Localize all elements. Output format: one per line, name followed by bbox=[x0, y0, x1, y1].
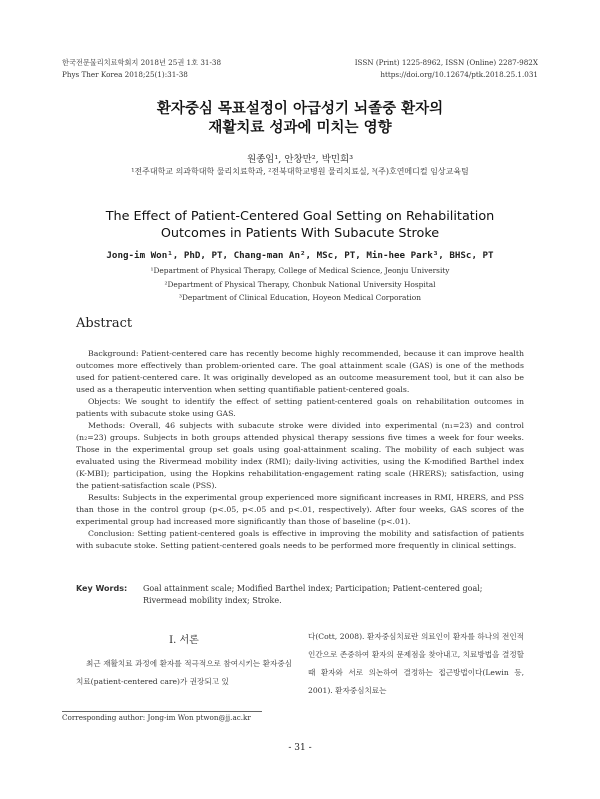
affiliation-1: ¹Department of Physical Therapy, College of Medical Science, Jeonju University bbox=[150, 266, 450, 275]
section-heading-introduction: I. 서론 bbox=[169, 635, 199, 646]
corresponding-author-footnote: Corresponding author: Jong-im Won ptwon@jj.ac.kr bbox=[62, 713, 251, 722]
journal-citation: Phys Ther Korea 2018;25(1):31-38 bbox=[62, 70, 188, 79]
journal-name-korean: 한국전문물리치료학회지 2018년 25권 1호 31-38 bbox=[62, 58, 222, 67]
korean-title bbox=[0, 99, 600, 137]
english-title-line-1: The Effect of Patient-Centered Goal Setting on Rehabilitation bbox=[105, 209, 495, 224]
abstract-body bbox=[76, 348, 524, 552]
english-title-line-2: Outcomes in Patients With Subacute Stroke bbox=[160, 226, 440, 241]
abstract-heading: Abstract bbox=[76, 316, 133, 331]
journal-header-right bbox=[355, 57, 538, 81]
korean-authors: 원종임¹, 안창만², 박민희³ bbox=[246, 154, 354, 165]
issn-line: ISSN (Print) 1225-8962, ISSN (Online) 2287-982X bbox=[354, 58, 538, 67]
korean-title-line-1: 환자중심 목표설정이 아급성기 뇌졸중 환자의 bbox=[156, 100, 444, 117]
affiliation-3: ³Department of Clinical Education, Hoyeon Medical Corporation bbox=[179, 293, 421, 302]
body-column-left: 최근 재활치료 과정에 환자를 적극적으로 참여시키는 환자중심치료(patient-centered care)가 권장되고 있 bbox=[76, 659, 292, 686]
abstract-conclusion: Conclusion: Setting patient-centered goals is effective in improving the mobility and satisfaction of patients with subacute stoke. Setting patient-centered goals needs to be performed more frequently in clinical settings. bbox=[76, 529, 524, 550]
doi-link[interactable]: https://doi.org/10.12674/ptk.2018.25.1.031 bbox=[380, 70, 538, 79]
keywords-text: Goal attainment scale; Modified Barthel index; Participation; Patient-centered goal; Rivermead mobility index; Stroke. bbox=[143, 584, 483, 605]
abstract-results: Results: Subjects in the experimental group experienced more significant increases in RMI, HRERS, and PSS than those in the control group (p<.05, p<.05 and p<.01, respectively). After four weeks, GAS scores of the experimental group had increased more significantly than those of baseline (p<.01). bbox=[76, 493, 524, 526]
journal-header-left bbox=[62, 57, 221, 81]
affiliation-2: ²Department of Physical Therapy, Chonbuk National University Hospital bbox=[164, 280, 436, 289]
english-authors: Jong-im Won¹, PhD, PT, Chang-man An², MSc, PT, Min-hee Park³, BHSc, PT bbox=[106, 250, 494, 261]
page-number: - 31 - bbox=[288, 743, 312, 753]
keywords-label: Key Words: bbox=[76, 584, 128, 593]
korean-title-line-2: 재활치료 성과에 미치는 영향 bbox=[208, 119, 392, 136]
body-column-right: 다(Cott, 2008). 환자중심치료란 의료인이 환자를 하나의 전인적 인간으로 존중하여 환자의 문제점을 찾아내고, 치료방법을 결정할 때 환자와 서로 의논하여 결정하는 접근방법이다(Lewin 등, 2001). 환자중심치료는 bbox=[308, 632, 524, 695]
korean-affiliations: ¹전주대학교 의과학대학 물리치료학과, ²전북대학교병원 물리치료실, ³(주)호연메디컬 임상교육팀 bbox=[131, 167, 469, 176]
abstract-objects: Objects: We sought to identify the effect of setting patient-centered goals on rehabilitation outcomes in patients with subacute stoke using GAS. bbox=[76, 397, 524, 418]
abstract-background: Background: Patient-centered care has recently become highly recommended, because it can improve health outcomes more effectively than problem-oriented care. The goal attainment scale (GAS) is one of the methods used for patient-centered care. It was originally developed as an outcome measurement tool, but it can also be used as a therapeutic intervention when setting quantifiable patient-centered goals. bbox=[76, 349, 524, 394]
abstract-methods: Methods: Overall, 46 subjects with subacute stroke were divided into experimental (n₁=23) and control (n₂=23) groups. Subjects in both groups attended physical therapy sessions five times a week for four weeks. Those in the experimental group set goals using goal-attainment scaling. The mobility of each subject was evaluated using the Rivermead mobility index (RMI); daily-living activities, using the K-modified Barthel index (K-MBI); participation, using the Hopkins rehabilitation-engagement rating scale (HRERS); satisfaction, using the patient-satisfaction scale (PSS). bbox=[76, 421, 524, 490]
footnote-divider bbox=[62, 711, 262, 712]
english-title bbox=[0, 208, 600, 242]
